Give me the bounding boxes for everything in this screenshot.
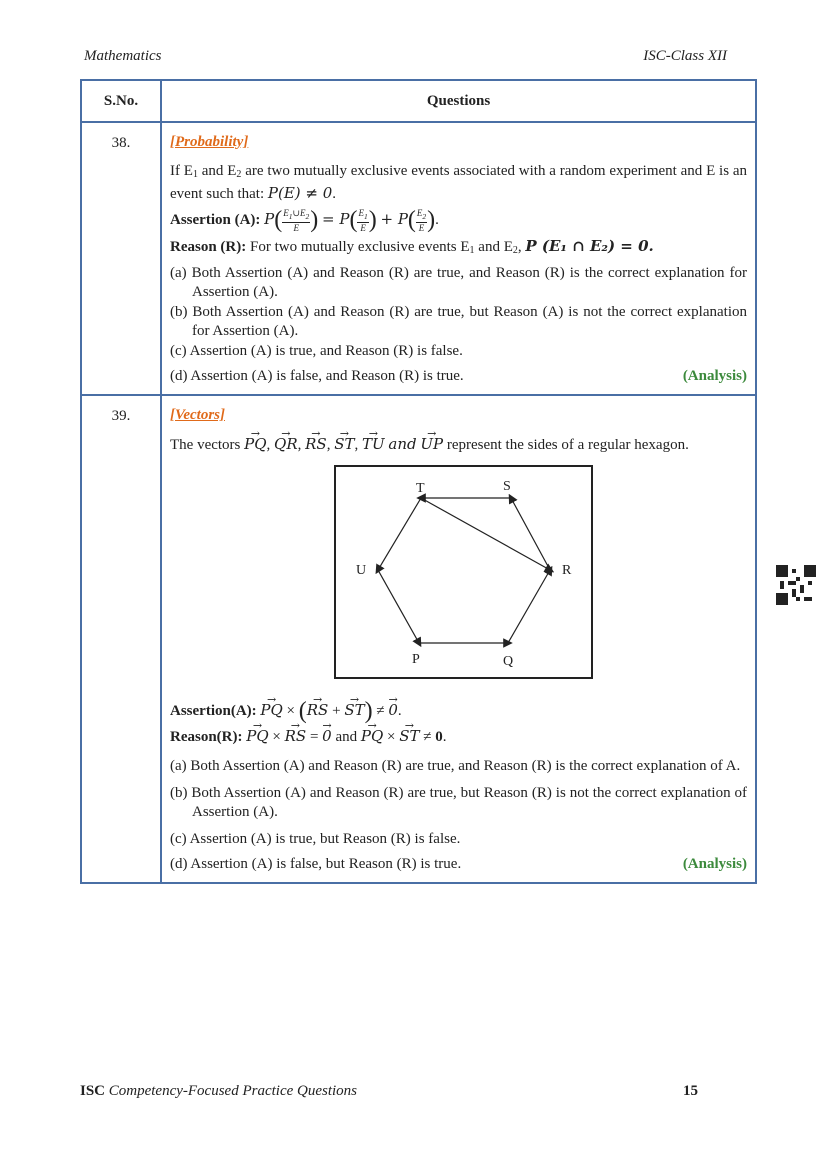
vertex-label-p: P <box>412 651 420 667</box>
vertex-label-s: S <box>503 478 511 494</box>
option-a: (a) Both Assertion (A) and Reason (R) are true, and Reason (R) is the correct explanation of A. <box>170 757 741 774</box>
option-d-row <box>170 855 747 874</box>
reason-label: Reason (R): <box>170 238 247 255</box>
reason-line: Reason(R): → PQ × → RS = → 0 and → PQ × → ST ≠ 0. <box>170 727 747 747</box>
option-d-row <box>170 367 747 386</box>
question-stem: If $E_1$ and $E_2$ are two mutually exclusive events associated with a random experiment and E is an event such that: P(E) ≠ 0. <box>170 163 748 202</box>
assertion-label: Assertion (A): <box>170 211 261 228</box>
option-b: (b) Both Assertion (A) and Reason (R) are true, but Reason (A) is not the correct explanation for Assertion (A). <box>170 303 747 339</box>
page-number: 15 <box>683 1083 698 1099</box>
option-a: (a) Both Assertion (A) and Reason (R) are true, and Reason (R) is the correct explanation for Assertion (A). <box>170 264 747 300</box>
topic-label: [Vectors] <box>170 406 225 423</box>
reason-label: Reason(R): <box>170 728 243 745</box>
analysis-tag: (Analysis) <box>682 367 747 384</box>
assertion-line: Assertion (A): P( $\frac{E_1\cup E_2}{E}$ ) = P( $\frac{E_1}{E}$ ) + P( $\frac{E_2}{E}$ ). <box>170 206 439 233</box>
col-questions-header: Questions <box>161 80 756 122</box>
analysis-tag: (Analysis) <box>682 855 747 872</box>
option-d: (d) Assertion (A) is false, and Reason (R) is true. <box>170 367 464 384</box>
question-stem: The vectors → PQ, → QR, → RS, → ST, → TU and → UP represent the sides of a regular hexagon. <box>170 435 747 455</box>
question-body <box>161 395 756 883</box>
vertex-label-u: U <box>356 562 367 578</box>
footer-title: ISC Competency-Focused Practice Questions <box>80 1083 358 1099</box>
questions-table <box>80 79 757 884</box>
question-body <box>161 122 756 395</box>
reason-math: P (E₁ ∩ E₂) = 0. <box>525 236 654 255</box>
header-class: ISC-Class XII <box>643 48 727 64</box>
question-number: 38. <box>81 122 161 395</box>
hexagon-figure <box>334 465 593 679</box>
hexagon-diagram <box>336 467 591 677</box>
vertex-label-r: R <box>562 562 572 578</box>
question-number: 39. <box>81 395 161 883</box>
stem-math: P(E) ≠ 0 <box>267 184 333 202</box>
table-header-row <box>81 80 756 122</box>
col-sno-header: S.No. <box>81 80 161 122</box>
header-subject: Mathematics <box>84 48 162 64</box>
option-c: (c) Assertion (A) is true, and Reason (R) is false. <box>170 342 463 359</box>
vertex-label-q: Q <box>503 653 514 669</box>
assertion-line: Assertion(A): → PQ × (→ RS + → ST) ≠ → 0. <box>170 701 747 721</box>
vertex-label-t: T <box>416 480 425 496</box>
and-word: and <box>335 728 358 745</box>
option-d: (d) Assertion (A) is false, but Reason (R) is true. <box>170 855 462 872</box>
option-b: (b) Both Assertion (A) and Reason (R) are true, but Reason (R) is not the correct explanation of Assertion (A). <box>170 784 747 820</box>
qr-code <box>776 565 816 605</box>
option-c: (c) Assertion (A) is true, but Reason (R) is false. <box>170 830 461 847</box>
reason-line: Reason (R): For two mutually exclusive events $E_1$ and $E_2$, P (E₁ ∩ E₂) = 0. <box>170 236 654 256</box>
side-qr <box>508 570 550 643</box>
side-tu <box>378 498 421 570</box>
question-row-39 <box>81 395 756 883</box>
topic-label: [Probability] <box>170 134 249 150</box>
question-row-38 <box>81 122 756 395</box>
side-up <box>378 570 419 643</box>
assertion-label: Assertion(A): <box>170 702 257 719</box>
